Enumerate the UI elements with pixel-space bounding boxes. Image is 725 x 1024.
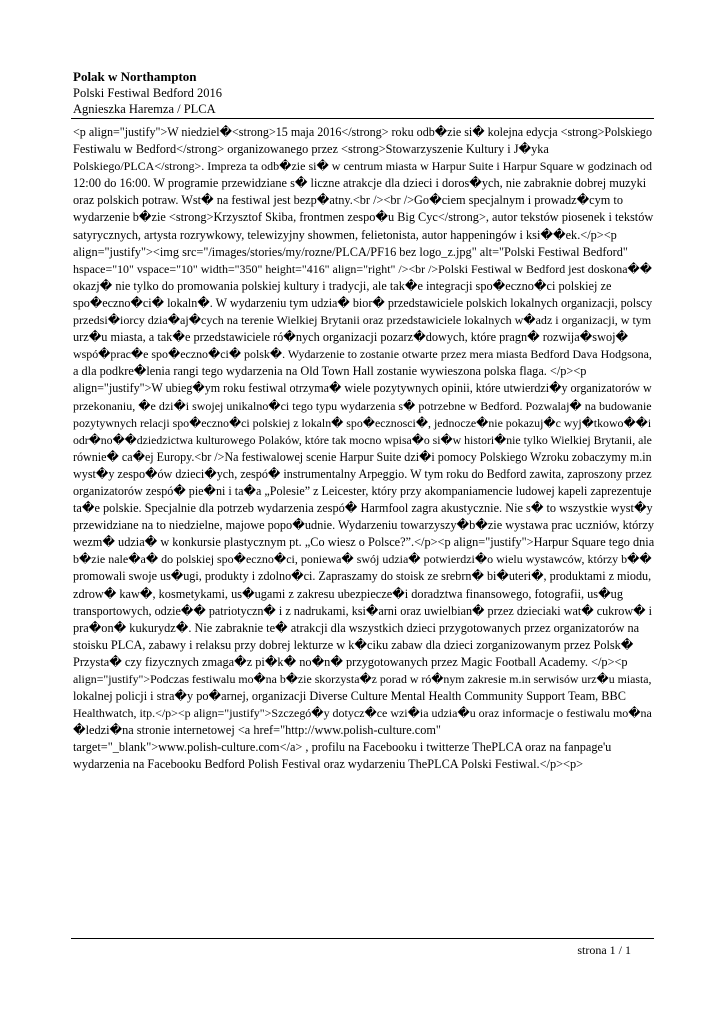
body-text-line: przewidziane na to niedzielne, majowe popo�udnie. Wydarzeniu towarzyszy�b�zie wystawa prac uczniów, którzy [73, 518, 655, 533]
header-divider [71, 118, 654, 119]
body-text-line: align="justify">W ubieg�ym roku festiwal otrzyma� wiele pozytywnych opinii, które utwierdzi�y organizatorów w [73, 381, 652, 396]
body-text-line: hspace="10" vspace="10" width="350" height="416" align="right" /><br />Polski Festiwal w Bedford jest doskona�� [73, 261, 652, 276]
article-body [73, 124, 655, 774]
body-text-line: równie� ca�ej Europy.<br />Na festiwalowej scenie Harpur Suite dzi�i pomocy Polskiego Wzroku zobaczymy m.in [73, 449, 652, 464]
footer-divider [71, 938, 654, 939]
body-text-line: wspó�prac�e spo�eczno�ci� polsk�. Wydarzenie to zostanie otwarte przez mera miasta Bedford Dava Hodgsona, [73, 347, 652, 362]
body-text-line: pozytywnych relacji spo�eczno�ci polskiej z lokaln� spo�ecznosci�, jednocze�nie pokazuj�c wyj�tkowo��i [73, 415, 652, 430]
body-text-line: Polskiego/PLCA</strong>. Impreza ta odb�zie si� w centrum miasta w Harpur Suite i Harpur Square w godzinach od [73, 159, 653, 174]
body-text-line: promowali swoje us�ugi, produkty i zdolno�ci. Zapraszamy do stoisk ze srebrn� bi�uteri�, produktami z miodu, [73, 569, 652, 584]
body-text-line: wyst�y zespo�ów dzieci�ych, zespó� instrumentalny Arpeggio. W tym roku do Bedford zawita, zaproszony przez [73, 466, 652, 481]
body-text-line: Healthwatch, itp.</p><p align="justify">Szczegó�y dotycz�ce wzi�ia udzia�u oraz informacje o festiwalu mo�na [73, 706, 652, 721]
body-text-line: okazj� nie tylko do promowania polskiej kultury i tradycji, ale tak�e integracji spo�eczno�ci polskiej ze [73, 278, 612, 293]
document-title: Polak w Northampton [73, 69, 197, 84]
body-text-line: b�zie nale�a� do polskiej spo�eczno�ci, poniewa� swój udzia� potwierdzi�o wielu wystawców, którzy b�� [73, 552, 652, 567]
article-author: Agnieszka Haremza / PLCA [73, 102, 216, 116]
body-text-line: 12:00 do 16:00. W programie przewidziane s� liczne atrakcje dla dzieci i doros�ych, nie zabraknie dobrej muzyki [73, 176, 647, 191]
body-text-line: przedsi�iorcy dzia�aj�cych na terenie Wielkiej Brytanii oraz przedstawiciele lokalnych w�adz i organizacji, w tym [73, 313, 652, 328]
body-text-line: oraz polskich potraw. Wst� na festiwal jest bezp�atny.<br /><br />Go�ciem specjalnym i prowadz�cym to [73, 193, 623, 208]
body-text-line: align="justify">Podczas festiwalu mo�na b�zie skorzysta�z porad w ró�nym zakresie m.in serwisów urz�u miasta, [73, 672, 652, 686]
body-text-line: spo�eczno�ci� lokaln�. W wydarzeniu tym udzia� bior� przedstawiciele polskich lokalnych organizacji, polscy [73, 295, 653, 310]
body-text-line: Festiwalu w Bedford</strong> organizowanego przez <strong>Stowarzyszenie Kultury i J�yka [73, 142, 549, 157]
body-text-line: urz�u miasta, a tak�e przedstawiciele ró�nych organizacji pozarz�dowych, które pragn� rozwija�swoj� [73, 330, 629, 345]
body-text-line: ta�e polskie. Specjalnie dla potrzeb wydarzenia zespó� Harmfool zagra akustycznie. Nie s� to wszystkie wyst�y [73, 501, 653, 516]
body-text-line: wydarzenia na Facebooku Bedford Polish Festival oraz wydarzeniu ThePLCA Polski Festiwal.</p><p> [73, 757, 584, 772]
body-text-line: align="justify"><img src="/images/stories/my/rozne/PLCA/PF16 bez logo_z.jpg" alt="Polski Festiwal Bedford" [73, 244, 628, 259]
body-text-line: pra�on� kukurydz�. Nie zabraknie te� atrakcji dla wszystkich dzieci przygotowanych przez organizatorów na [73, 620, 640, 635]
body-text-line: odr�no��dziedzictwa kulturowego Polaków, które tak mocno wpisa�o si�w histori�nie tylko Wielkiej Brytanii, ale [73, 432, 652, 447]
body-text-line: satyrycznych, artysta rozrywkowy, telewizyjny showmen, felietonista, autor happeningów i ksi��ek.</p><p [73, 227, 617, 242]
body-text-line: przekonaniu, �e dzi�i swojej unikalno�ci tego typu wydarzenia s� potrzebne w Bedford. Pozwalaj� na budowanie [73, 398, 652, 413]
body-text-line: Przysta� czy fizycznych zmaga�z pi�k� no�n� przygotowanych przez Magic Football Academy. </p><p [73, 654, 628, 669]
body-text-line: zdrow� kaw�, kosmetykami, us�ugami z zakresu ubezpiecze�i doradztwa finansowego, fotografii, us�ug [73, 586, 623, 601]
body-text-line: transportowych, odzie�� patriotyczn� i z nadrukami, ksi�arni oraz uwielbian� przez dzieciaki wat� cukrow� i [73, 603, 652, 618]
body-text-line: lokalnej policji i stra�y po�arnej, organizacji Diverse Culture Mental Health Community Support Team, BBC [73, 689, 626, 704]
body-text-line: organizatorów zespó� pie�ni i ta�a „Polesie” z Leicester, który przy akompaniamencie ludowej kapeli zaprezentuje [73, 483, 652, 498]
body-text-line: wydarzenie b�zie <strong>Krzysztof Skiba, frontmen zespo�u Big Cyc</strong>, autor tekstów piosenek i tekstów [73, 210, 654, 225]
page-number: strona 1 / 1 [577, 943, 631, 957]
body-text-line: <p align="justify">W niedziel�<strong>15 maja 2016</strong> roku odb�zie si� kolejna edycja <strong>Polskiego [73, 125, 652, 139]
body-text-line: stoisku PLCA, zabawy i relaksu przy dobrej lekturze w k�ciku zabaw dla dzieci zorganizowanym przez Polsk� [73, 637, 634, 652]
body-text-line: target="_blank">www.polish-culture.com</a> , profilu na Facebooku i twitterze ThePLCA oraz na fanpage'u [73, 740, 612, 755]
body-text-line: �ledzi�na stronie internetowej <a href="http://www.polish-culture.com" [73, 723, 441, 738]
document-header [73, 69, 653, 117]
body-text-line: wezm� udzia� w konkursie plastycznym pt. „Co wiesz o Polsce?”.</p><p align="justify">Harpur Square tego dnia [73, 535, 655, 550]
article-title: Polski Festiwal Bedford 2016 [73, 86, 222, 100]
body-text-line: a dla podkre�lenia rangi tego wydarzenia na Old Town Hall zostanie wywieszona polska flaga. </p><p [73, 364, 587, 379]
